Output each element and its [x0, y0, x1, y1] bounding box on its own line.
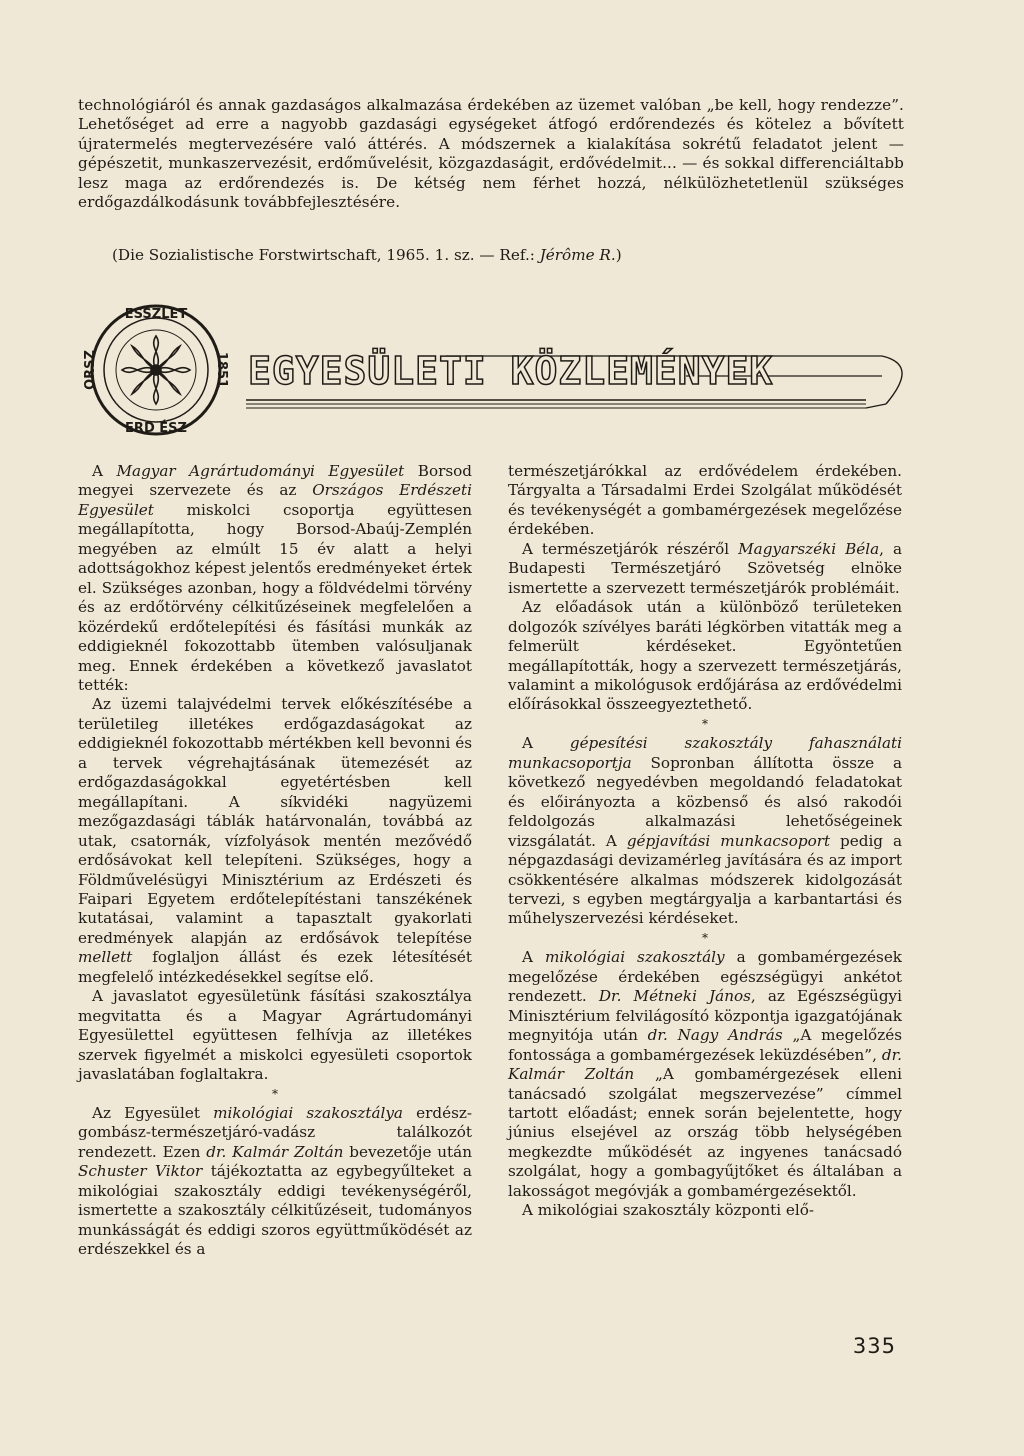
intro-paragraph-block	[78, 96, 904, 212]
article-paragraph	[508, 462, 902, 540]
page-number: 335	[852, 1334, 896, 1358]
text-run: „A gombamérgezések elleni tanácsadó szolgálat megszervezése” címmel tartott előadást; ennek során bejelentette, hogy június elsejével az ország több helységében megkezdte működését az ingyenes tanácsadó szolgálat, hogy a gombagyűjtőket és általában a lakosságot megóvják a gombamérgezésektől.	[508, 1065, 902, 1200]
text-run: foglaljon állást és ezek létesítését megfelelő intézkedésekkel segítse elő.	[78, 948, 472, 986]
left-text-column	[78, 462, 472, 1260]
italic-name-run: mellett	[78, 948, 133, 967]
italic-name-run: Dr. Métneki János	[598, 987, 751, 1006]
text-run: erdész-gombász-természetjáró-vadász találkozót rendezett. Ezen	[78, 1103, 473, 1161]
text-run: Sopronban állította össze a következő negyedévben megoldandó feladatokat és előirányozta a közbenső és alsó rakodói feldolgozás alkalmazási lehetőségeinek vizsgálatát. A	[508, 753, 902, 850]
italic-name-run: gépesítési szakosztály fahasználati munkacsoportja	[508, 734, 902, 772]
italic-name-run: Schuster Viktor	[78, 1162, 203, 1181]
italic-name-run: Magyar Agrártudományi Egyesület	[116, 462, 405, 480]
emblem-top-text: ESSZLET	[124, 307, 188, 322]
italic-name-run: mikológiai szakosztálya	[213, 1103, 403, 1122]
citation-source: (Die Sozialistische Forstwirtschaft, 1965. 1. sz. — Ref.:	[112, 246, 540, 264]
emblem-left-text: ORSZ	[83, 350, 98, 390]
article-paragraph	[508, 540, 902, 598]
italic-name-run: dr. Kalmár Zoltán	[206, 1142, 344, 1161]
text-run: tájékoztatta az egybegyűlteket a mikológiai szakosztály eddigi tevékenységéről, ismertette a szakosztály célkitűzéseit, tudományos munkásságát és eddigi szoros együttműködését az erdészekkel és a	[78, 1162, 472, 1259]
text-run: A	[522, 948, 545, 967]
article-paragraph	[78, 462, 472, 695]
article-paragraph	[78, 695, 472, 987]
text-run: Az üzemi talajvédelmi tervek előkészítésébe a területileg illetékes erdőgazdaságokat az eddigieknél fokozottabb mértékben kell bevonni és a tervek végrehajtásának ütemezését az erdőgazdaságokkal egyetértésben kell megállapítani. A síkvidéki nagyüzemi mezőgazdasági táblák határvonalán, továbbá az utak, csatornák, vízfolyások mentén mezővédő erdősávokat kell telepíteni. Szükséges, hogy a Földművelésügyi Minisztérium az Erdészeti és Faipari Egyetem erdőtelepítéstani tanszékének kutatásai, valamint a tapasztalt gyakorlati eredmények alapján az erdősávok telepítése	[78, 695, 472, 947]
italic-name-run: mikológiai szakosztály	[544, 948, 725, 967]
article-paragraph	[508, 1201, 902, 1220]
article-paragraph	[78, 1104, 472, 1260]
society-seal-emblem	[76, 294, 236, 442]
italic-name-run: dr. Kalmár Zoltán	[508, 1045, 902, 1084]
oak-leaf-icon	[122, 336, 190, 404]
text-run: A természetjárók részéről	[522, 539, 739, 558]
emblem-right-text: 1851	[214, 351, 229, 389]
article-paragraph	[508, 948, 902, 1201]
text-run: A	[92, 462, 117, 480]
article-paragraph	[78, 987, 472, 1084]
section-heading-block	[246, 348, 916, 434]
italic-name-run: gépjavítási munkacsoport	[626, 831, 831, 850]
italic-name-run: dr. Nagy András	[647, 1026, 783, 1045]
text-run: A mikológiai szakosztály központi elő-	[522, 1201, 815, 1220]
section-separator-star: *	[702, 716, 708, 731]
citation-author: Jérôme R.	[539, 246, 616, 264]
text-run: Az előadások után a különböző területeken dolgozók szívélyes baráti légkörben vitatták meg a felmerült kérdéseket. Egyöntetűen megállapították, hogy a szervezett természetjárás, valamint a mikológusok erdőjárása az erdővédelmi előírásokkal összeegyeztethető.	[508, 598, 902, 714]
right-text-column	[508, 462, 902, 1221]
text-run: bevezetője után	[343, 1142, 472, 1161]
section-separator-star: *	[702, 930, 708, 945]
italic-name-run: Országos Erdészeti Egyesület	[78, 481, 472, 519]
text-run: Borsod megyei szervezete és az	[78, 462, 473, 500]
text-run: , a Budapesti Természetjáró Szövetség elnöke ismertette a szervezett természetjárók problémáit.	[508, 539, 902, 597]
text-run: A	[522, 734, 570, 753]
intro-paragraph: technológiáról és annak gazdaságos alkalmazása érdekében az üzemet valóban „be kell, hogy rendezze”. Lehetőséget ad erre a nagyobb gazdasági egységeket átfogó erdőrendezés és kötelez a bővített újratermelés megtervezésére való áttérés. A módszernek a kialakítása sokrétű feladatot jelent — gépészetit, munkaszervezésit, erdőművelésit, közgazdaságit, erdővédelmit... — és sokkal differenciáltabb lesz maga az erdőrendezés is. De kétség nem férhet hozzá, nélkülözhetetlenül szükséges erdőgazdálkodásunk továbbfejlesztésére.	[78, 96, 904, 212]
text-run: Az Egyesület	[92, 1103, 214, 1122]
text-run: A javaslatot egyesületünk fásítási szakosztálya megvitatta és a Magyar Agrártudományi Egyesülettel együttesen felhívja az illetékes szervek figyelmét a miskolci egyesületi csoportok javaslatában foglaltakra.	[78, 987, 472, 1084]
citation-end: )	[615, 246, 622, 264]
section-heading: EGYESÜLETI KÖZLEMÉNYEK	[248, 349, 774, 393]
section-separator-star: *	[272, 1086, 278, 1101]
italic-name-run: Magyarszéki Béla	[738, 539, 880, 558]
text-run: „A megelőzés fontossága a gombamérgezések leküzdésében”,	[508, 1026, 902, 1064]
text-run: természetjárókkal az erdővédelem érdekében. Tárgyalta a Társadalmi Erdei Szolgálat működését és tevékenységét a gombamérgezések megelőzése érdekében.	[508, 462, 902, 539]
text-run: pedig a népgazdasági devizamérleg javítására és az import csökkentésére alkalmas módszerek kidolgozását tervezi, s egyben megtárgyalja a karbantartási és műhelyszervezési kérdéseket.	[508, 831, 902, 928]
text-run: a gombamérgezések megelőzése érdekében egészségügyi ankétot rendezett.	[508, 948, 903, 1006]
text-run: , az Egészségügyi Minisztérium felvilágosító központja igazgatójának megnyitója után	[508, 987, 902, 1045]
article-paragraph	[508, 598, 902, 715]
text-run: miskolci csoportja együttesen megállapította, hogy Borsod-Abaúj-Zemplén megyében az elmúlt 15 év alatt a helyi adottságokhoz képest jelentős eredményeket értek el. Szükséges azonban, hogy a földvédelmi törvény és az erdőtörvény célkitűzéseinek megfelelően a közérdekű erdőtelepítési és fásítási munkák az eddigieknél fokozottabb ütemben valósuljanak meg. Ennek érdekében a következő javaslatot tették:	[78, 500, 472, 694]
citation-line	[112, 246, 872, 265]
emblem-bottom-text: ERD ÉSZ	[125, 421, 187, 436]
article-paragraph	[508, 734, 902, 929]
